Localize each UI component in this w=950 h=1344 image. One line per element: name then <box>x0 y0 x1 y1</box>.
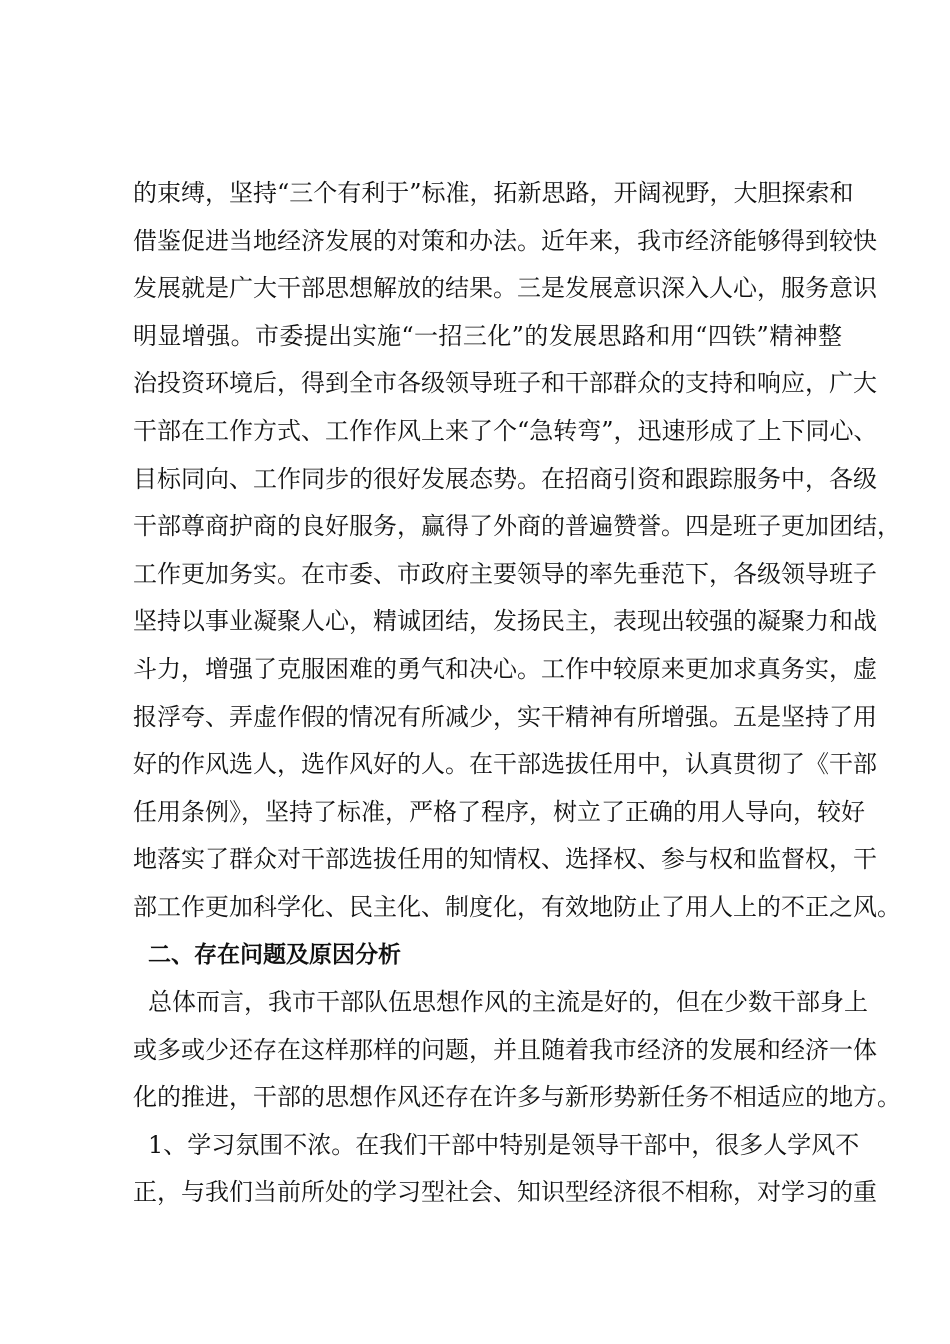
text-line: 治投资环境后，得到全市各级领导班子和干部群众的支持和响应，广大 <box>133 369 877 398</box>
text-line: 总体而言，我市干部队伍思想作风的主流是好的，但在少数干部身上 <box>148 988 868 1017</box>
text-line: 目标同向、工作同步的很好发展态势。在招商引资和跟踪服务中，各级 <box>133 464 877 493</box>
text-line: 借鉴促进当地经济发展的对策和办法。近年来，我市经济能够得到较快 <box>133 226 877 255</box>
section-heading: 二、存在问题及原因分析 <box>148 941 401 968</box>
text-line: 工作更加务实。在市委、市政府主要领导的率先垂范下，各级领导班子 <box>133 559 877 588</box>
text-line: 干部在工作方式、工作作风上来了个“急转弯”，迅速形成了上下同心、 <box>133 416 878 445</box>
text-line: 任用条例》，坚持了标准，严格了程序，树立了正确的用人导向，较好 <box>133 797 865 826</box>
text-line: 坚持以事业凝聚人心，精诚团结，发扬民主，表现出较强的凝聚力和战 <box>133 607 877 636</box>
text-line: 发展就是广大干部思想解放的结果。三是发展意识深入人心，服务意识 <box>133 274 877 303</box>
text-line: 化的推进，干部的思想作风还存在许多与新形势新任务不相适应的地方。 <box>133 1083 901 1112</box>
text-line: 或多或少还存在这样那样的问题，并且随着我市经济的发展和经济一体 <box>133 1035 877 1064</box>
text-line: 干部尊商护商的良好服务，赢得了外商的普遍赞誉。四是班子更加团结， <box>133 512 901 541</box>
document-page <box>133 175 901 1222</box>
text-line: 地落实了群众对干部选拔任用的知情权、选择权、参与权和监督权，干 <box>133 845 877 874</box>
text-line: 正，与我们当前所处的学习型社会、知识型经济很不相称，对学习的重 <box>133 1178 877 1207</box>
text-line: 好的作风选人，选作风好的人。在干部选拔任用中，认真贯彻了《干部 <box>133 750 877 779</box>
text-line: 明显增强。市委提出实施“一招三化”的发展思路和用“四铁”精神整 <box>133 321 842 350</box>
text-line: 斗力，增强了克服困难的勇气和决心。工作中较原来更加求真务实，虚 <box>133 654 877 683</box>
text-line: 报浮夸、弄虚作假的情况有所减少，实干精神有所增强。五是坚持了用 <box>133 702 877 731</box>
text-line: 的束缚，坚持“三个有利于”标准，拓新思路，开阔视野，大胆探索和 <box>133 179 854 207</box>
text-line: 部工作更加科学化、民主化、制度化，有效地防止了用人上的不正之风。 <box>133 892 901 921</box>
text-line: 1、学习氛围不浓。在我们干部中特别是领导干部中，很多人学风不 <box>148 1130 860 1159</box>
